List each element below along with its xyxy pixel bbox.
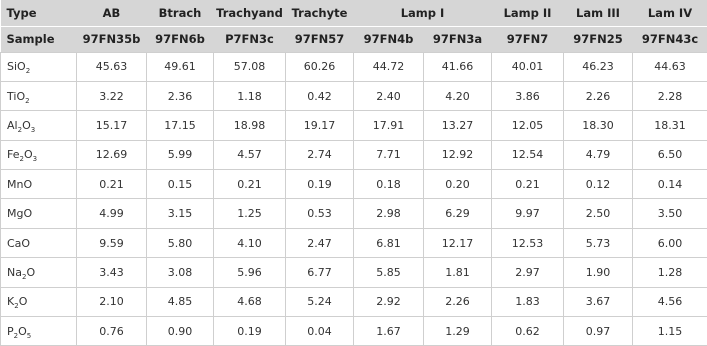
value-cell: 4.56 xyxy=(633,287,707,316)
table-body xyxy=(1,52,707,346)
oxide-cell xyxy=(1,52,77,81)
oxide-subscript: 2 xyxy=(25,97,29,105)
value-cell: 0.97 xyxy=(564,317,633,346)
sample-header-cell: 97FN25 xyxy=(564,26,633,52)
value-cell: 0.42 xyxy=(286,81,354,110)
oxide-element: Fe xyxy=(7,148,20,161)
sample-header-row xyxy=(1,26,707,52)
oxide-cell xyxy=(1,199,77,228)
value-cell: 15.17 xyxy=(77,111,147,140)
value-cell: 44.63 xyxy=(633,52,707,81)
value-cell: 0.21 xyxy=(77,170,147,199)
value-cell: 45.63 xyxy=(77,52,147,81)
value-cell: 2.98 xyxy=(354,199,424,228)
sample-header-cell: 97FN35b xyxy=(77,26,147,52)
value-cell: 19.17 xyxy=(286,111,354,140)
oxide-element: Na xyxy=(7,266,22,279)
sample-header-cell: 97FN4b xyxy=(354,26,424,52)
table-row xyxy=(1,170,707,199)
value-cell: 6.81 xyxy=(354,228,424,257)
value-cell: 9.97 xyxy=(492,199,564,228)
value-cell: 2.36 xyxy=(147,81,214,110)
value-cell: 46.23 xyxy=(564,52,633,81)
value-cell: 0.12 xyxy=(564,170,633,199)
sample-header-cell: 97FN57 xyxy=(286,26,354,52)
type-header-cell: Btrach xyxy=(147,0,214,26)
value-cell: 2.40 xyxy=(354,81,424,110)
value-cell: 4.68 xyxy=(214,287,286,316)
value-cell: 5.73 xyxy=(564,228,633,257)
oxide-cell xyxy=(1,140,77,169)
oxide-element: P xyxy=(7,325,14,338)
value-cell: 5.85 xyxy=(354,258,424,287)
oxide-subscript: 2 xyxy=(14,302,18,310)
type-header-cell: AB xyxy=(77,0,147,26)
sample-header-cell: 97FN43c xyxy=(633,26,707,52)
oxide-subscript: 5 xyxy=(27,332,31,340)
value-cell: 1.90 xyxy=(564,258,633,287)
value-cell: 0.15 xyxy=(147,170,214,199)
value-cell: 1.81 xyxy=(424,258,492,287)
value-cell: 3.22 xyxy=(77,81,147,110)
oxide-element: O xyxy=(17,60,26,73)
oxide-cell xyxy=(1,317,77,346)
value-cell: 3.08 xyxy=(147,258,214,287)
oxide-element: K xyxy=(7,295,14,308)
value-cell: 0.19 xyxy=(214,317,286,346)
oxide-subscript: 2 xyxy=(26,67,30,75)
sample-header-cell: 97FN7 xyxy=(492,26,564,52)
oxide-subscript: 2 xyxy=(14,332,18,340)
table-row xyxy=(1,111,707,140)
value-cell: 2.28 xyxy=(633,81,707,110)
sample-header-cell: 97FN3a xyxy=(424,26,492,52)
value-cell: 41.66 xyxy=(424,52,492,81)
value-cell: 2.97 xyxy=(492,258,564,287)
value-cell: 4.85 xyxy=(147,287,214,316)
table-row xyxy=(1,199,707,228)
oxide-cell xyxy=(1,81,77,110)
value-cell: 0.53 xyxy=(286,199,354,228)
value-cell: 1.67 xyxy=(354,317,424,346)
value-cell: 49.61 xyxy=(147,52,214,81)
value-cell: 17.91 xyxy=(354,111,424,140)
oxide-element: O xyxy=(16,90,25,103)
value-cell: 2.26 xyxy=(424,287,492,316)
oxide-subscript: 3 xyxy=(33,155,37,163)
value-cell: 3.86 xyxy=(492,81,564,110)
oxide-cell xyxy=(1,170,77,199)
oxide-element: MgO xyxy=(7,207,32,220)
value-cell: 13.27 xyxy=(424,111,492,140)
oxide-subscript: 3 xyxy=(31,126,35,134)
value-cell: 0.18 xyxy=(354,170,424,199)
oxide-element: O xyxy=(22,119,31,132)
value-cell: 57.08 xyxy=(214,52,286,81)
table-row xyxy=(1,140,707,169)
value-cell: 1.28 xyxy=(633,258,707,287)
value-cell: 4.99 xyxy=(77,199,147,228)
type-header-cell: Lamp II xyxy=(492,0,564,26)
value-cell: 6.00 xyxy=(633,228,707,257)
table-row xyxy=(1,317,707,346)
oxide-subscript: 2 xyxy=(20,155,24,163)
value-cell: 9.59 xyxy=(77,228,147,257)
value-cell: 18.30 xyxy=(564,111,633,140)
value-cell: 12.69 xyxy=(77,140,147,169)
value-cell: 1.15 xyxy=(633,317,707,346)
oxide-element: O xyxy=(24,148,33,161)
value-cell: 12.92 xyxy=(424,140,492,169)
type-header-cell: Lam III xyxy=(564,0,633,26)
value-cell: 6.29 xyxy=(424,199,492,228)
oxide-subscript: 2 xyxy=(22,273,26,281)
table-row xyxy=(1,287,707,316)
oxide-element: Si xyxy=(7,60,17,73)
value-cell: 0.14 xyxy=(633,170,707,199)
value-cell: 4.10 xyxy=(214,228,286,257)
value-cell: 0.90 xyxy=(147,317,214,346)
value-cell: 1.83 xyxy=(492,287,564,316)
value-cell: 1.29 xyxy=(424,317,492,346)
value-cell: 3.50 xyxy=(633,199,707,228)
table-row xyxy=(1,81,707,110)
type-header-cell: Trachyte xyxy=(286,0,354,26)
type-header-cell: Trachyand xyxy=(214,0,286,26)
value-cell: 17.15 xyxy=(147,111,214,140)
sample-header-cell: 97FN6b xyxy=(147,26,214,52)
value-cell: 5.96 xyxy=(214,258,286,287)
value-cell: 0.21 xyxy=(492,170,564,199)
value-cell: 4.20 xyxy=(424,81,492,110)
oxide-element: O xyxy=(19,295,28,308)
value-cell: 2.47 xyxy=(286,228,354,257)
value-cell: 44.72 xyxy=(354,52,424,81)
value-cell: 2.10 xyxy=(77,287,147,316)
value-cell: 0.20 xyxy=(424,170,492,199)
value-cell: 0.19 xyxy=(286,170,354,199)
type-label: Type xyxy=(1,0,77,26)
value-cell: 0.04 xyxy=(286,317,354,346)
value-cell: 3.67 xyxy=(564,287,633,316)
table-row xyxy=(1,258,707,287)
value-cell: 5.24 xyxy=(286,287,354,316)
sample-header-cell: P7FN3c xyxy=(214,26,286,52)
value-cell: 3.15 xyxy=(147,199,214,228)
oxide-element: O xyxy=(26,266,35,279)
value-cell: 3.43 xyxy=(77,258,147,287)
oxide-element: Al xyxy=(7,119,18,132)
type-header-row xyxy=(1,0,707,26)
oxide-element: Ti xyxy=(7,90,16,103)
value-cell: 4.57 xyxy=(214,140,286,169)
oxide-element: CaO xyxy=(7,237,30,250)
value-cell: 7.71 xyxy=(354,140,424,169)
value-cell: 2.74 xyxy=(286,140,354,169)
value-cell: 2.92 xyxy=(354,287,424,316)
value-cell: 1.18 xyxy=(214,81,286,110)
oxide-element: MnO xyxy=(7,178,32,191)
value-cell: 5.99 xyxy=(147,140,214,169)
value-cell: 2.26 xyxy=(564,81,633,110)
value-cell: 6.50 xyxy=(633,140,707,169)
oxide-cell xyxy=(1,111,77,140)
value-cell: 5.80 xyxy=(147,228,214,257)
value-cell: 60.26 xyxy=(286,52,354,81)
value-cell: 12.54 xyxy=(492,140,564,169)
oxide-element: O xyxy=(18,325,27,338)
value-cell: 12.05 xyxy=(492,111,564,140)
value-cell: 12.53 xyxy=(492,228,564,257)
value-cell: 4.79 xyxy=(564,140,633,169)
value-cell: 18.31 xyxy=(633,111,707,140)
oxide-cell xyxy=(1,287,77,316)
type-header-cell: Lam IV xyxy=(633,0,707,26)
value-cell: 18.98 xyxy=(214,111,286,140)
oxide-subscript: 2 xyxy=(18,126,22,134)
oxide-cell xyxy=(1,258,77,287)
value-cell: 0.21 xyxy=(214,170,286,199)
value-cell: 6.77 xyxy=(286,258,354,287)
table-row xyxy=(1,52,707,81)
value-cell: 12.17 xyxy=(424,228,492,257)
type-header-cell: Lamp I xyxy=(354,0,492,26)
value-cell: 1.25 xyxy=(214,199,286,228)
value-cell: 40.01 xyxy=(492,52,564,81)
oxide-cell xyxy=(1,228,77,257)
table-row xyxy=(1,228,707,257)
value-cell: 2.50 xyxy=(564,199,633,228)
value-cell: 0.76 xyxy=(77,317,147,346)
value-cell: 0.62 xyxy=(492,317,564,346)
sample-label: Sample xyxy=(1,26,77,52)
